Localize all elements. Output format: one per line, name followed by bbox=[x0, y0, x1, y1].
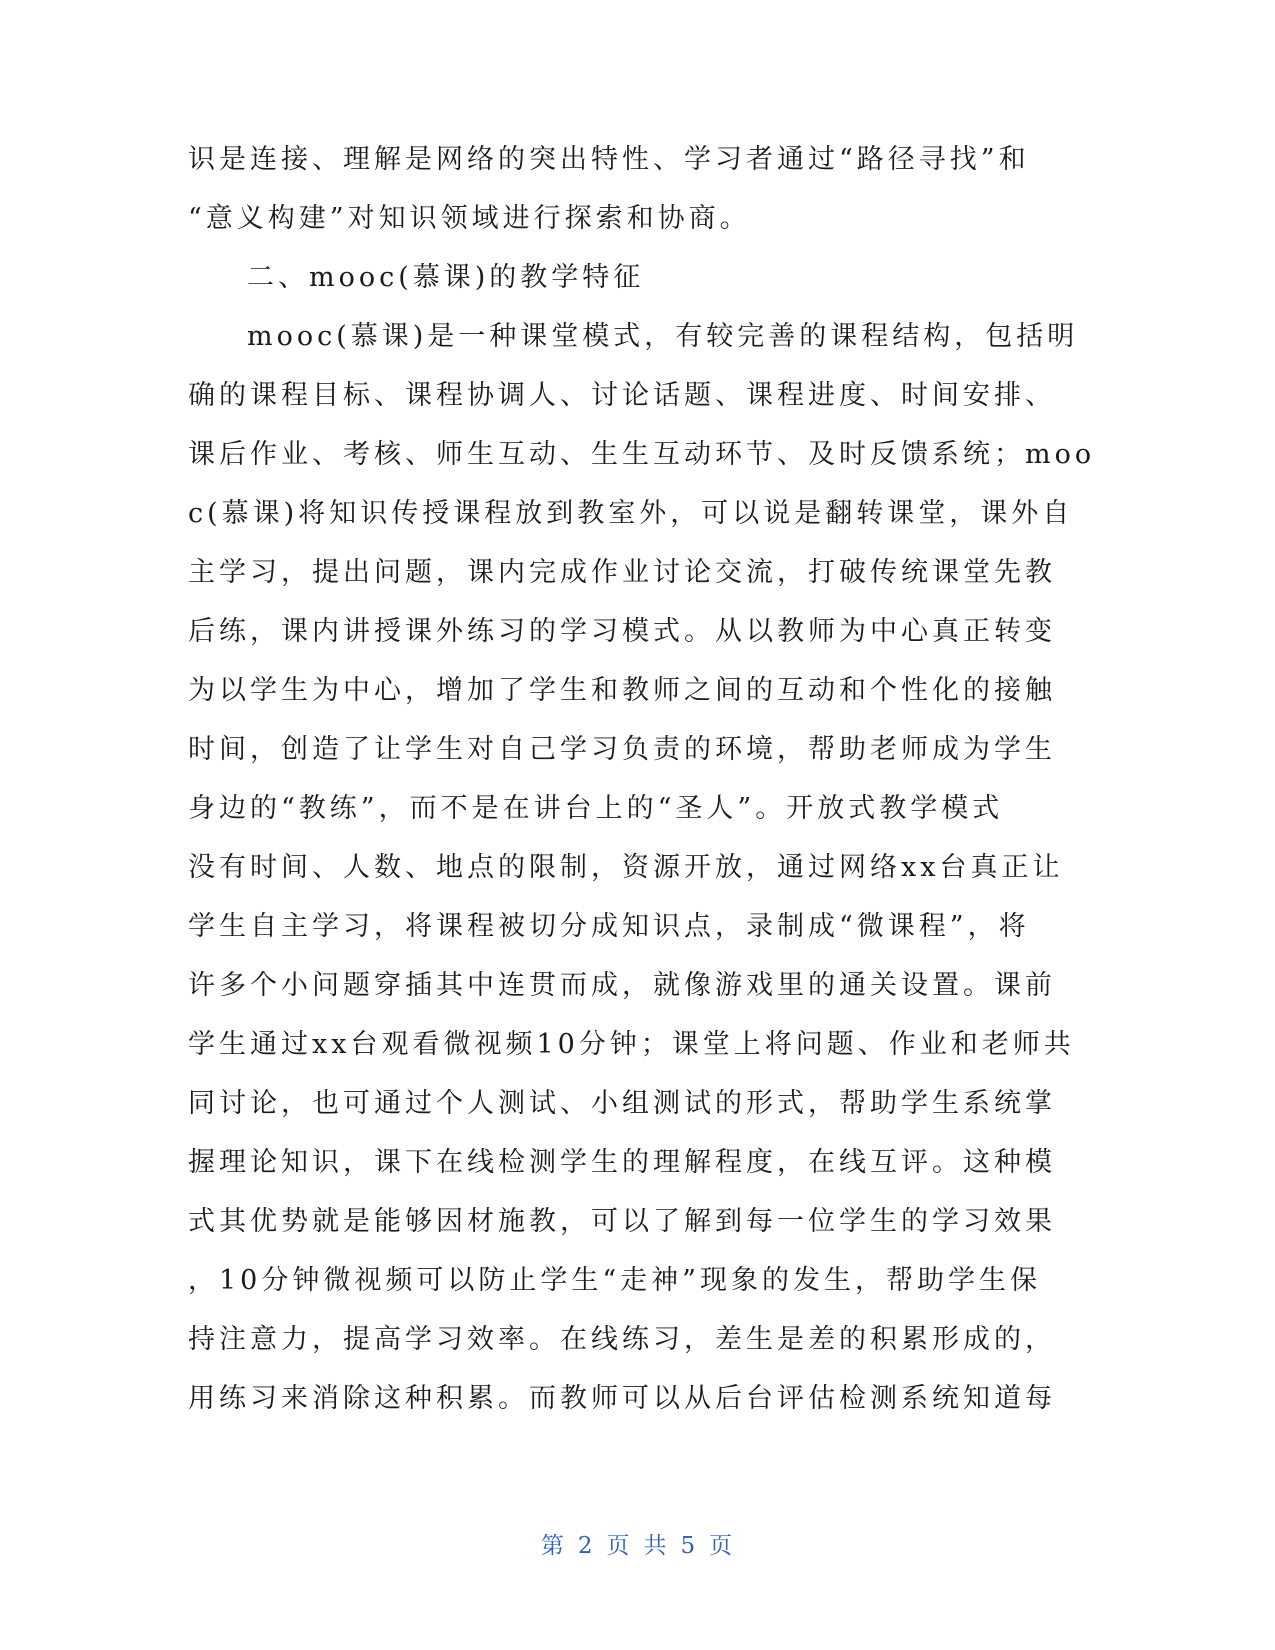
page-footer bbox=[0, 1531, 1275, 1561]
body-line: 持注意力，提高学习效率。在线练习，差生是差的积累形成的， bbox=[188, 1324, 1056, 1355]
body-line: ，10分钟微视频可以防止学生“走神”现象的发生，帮助学生保 bbox=[188, 1265, 1041, 1296]
footer-di: 第 bbox=[540, 1533, 566, 1559]
body-line: 课后作业、考核、师生互动、生生互动环节、及时反馈系统；moo bbox=[188, 439, 1096, 470]
footer-ye: 页 bbox=[606, 1533, 632, 1559]
body-line: 时间，创造了让学生对自己学习负责的环境，帮助老师成为学生 bbox=[188, 734, 1056, 765]
body-line: 主学习，提出问题，课内完成作业讨论交流，打破传统课堂先教 bbox=[188, 557, 1056, 588]
body-line: 身边的“教练”，而不是在讲台上的“圣人”。开放式教学模式 bbox=[188, 793, 1004, 824]
body-line: 确的课程目标、课程协调人、讨论话题、课程进度、时间安排、 bbox=[188, 380, 1056, 411]
footer-gong: 共 bbox=[643, 1533, 669, 1559]
body-line: c(慕课)将知识传授课程放到教室外，可以说是翻转课堂，课外自 bbox=[188, 498, 1074, 529]
body-line: 后练，课内讲授课外练习的学习模式。从以教师为中心真正转变 bbox=[188, 616, 1056, 647]
body-line: 许多个小问题穿插其中连贯而成，就像游戏里的通关设置。课前 bbox=[188, 970, 1056, 1001]
footer-ye2: 页 bbox=[709, 1533, 735, 1559]
body-line: 为以学生为中心，增加了学生和教师之间的互动和个性化的接触 bbox=[188, 675, 1056, 706]
body-line: 学生通过xx台观看微视频10分钟；课堂上将问题、作业和老师共 bbox=[188, 1029, 1075, 1060]
body-line: 学生自主学习，将课程被切分成知识点，录制成“微课程”，将 bbox=[188, 911, 1030, 942]
current-page-number: 2 bbox=[577, 1533, 595, 1559]
body-line: 同讨论，也可通过个人测试、小组测试的形式，帮助学生系统掌 bbox=[188, 1088, 1056, 1119]
body-line: 没有时间、人数、地点的限制，资源开放，通过网络xx台真正让 bbox=[188, 852, 1064, 883]
body-line: 识是连接、理解是网络的突出特性、学习者通过“路径寻找”和 bbox=[188, 144, 1030, 175]
body-line: mooc(慕课)是一种课堂模式，有较完善的课程结构，包括明 bbox=[247, 321, 1079, 352]
section-heading: 二、mooc(慕课)的教学特征 bbox=[247, 262, 645, 293]
body-line: 式其优势就是能够因材施教，可以了解到每一位学生的学习效果 bbox=[188, 1206, 1056, 1237]
body-line: 握理论知识，课下在线检测学生的理解程度，在线互评。这种模 bbox=[188, 1147, 1056, 1178]
body-line: “意义构建”对知识领域进行探索和协商。 bbox=[188, 203, 751, 234]
total-page-count: 5 bbox=[680, 1533, 698, 1559]
body-line: 用练习来消除这种积累。而教师可以从后台评估检测系统知道每 bbox=[188, 1383, 1056, 1414]
